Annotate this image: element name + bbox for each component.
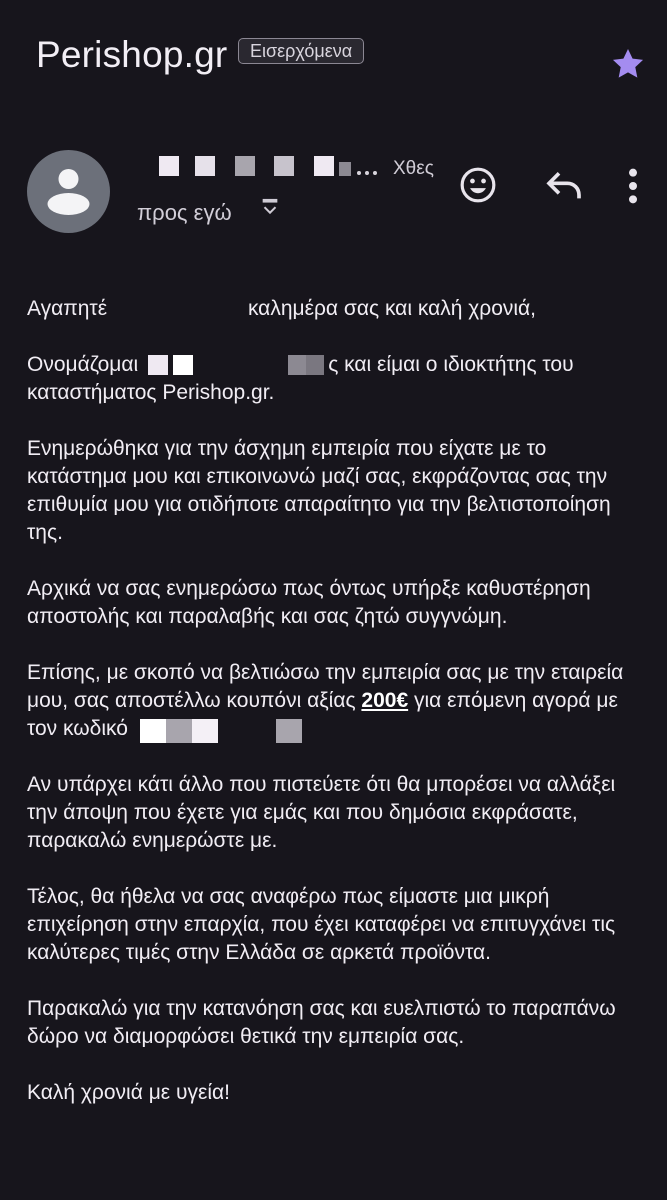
coupon-amount: 200€: [361, 689, 409, 712]
redacted-owner-name: [138, 355, 328, 375]
ellipsis-dot: [365, 171, 369, 175]
chevron-down-icon[interactable]: [259, 198, 281, 220]
reply-icon[interactable]: [544, 168, 584, 202]
sender-row: [27, 150, 647, 240]
redacted-coupon-code: [134, 717, 304, 741]
person-icon: [27, 150, 110, 233]
email-body: [27, 295, 647, 1135]
more-options-icon[interactable]: [625, 166, 641, 206]
ellipsis-dot: [357, 171, 361, 175]
star-icon[interactable]: [609, 45, 647, 83]
intro-start: Ονομάζομαι: [27, 353, 139, 376]
intro-store: καταστήματος Perishop.gr.: [27, 381, 275, 404]
coupon-text-start: Επίσης, με σκοπό να βελτιώσω την εμπειρία σας με την εταιρεία μου, σας αποστέλλω κουπόνι αξίας: [27, 661, 624, 712]
email-subject: Perishop.gr: [36, 34, 228, 75]
coupon-paragraph: [27, 659, 647, 743]
intro-paragraph: [27, 351, 647, 407]
business-paragraph: Τέλος, θα ήθελα να σας αναφέρω πως είμαστε μια μικρή επιχείρηση στην επαρχία, που έχει καταφέρει να επιτυγχάνει τις καλύτερες τιμές στην Ελλάδα σε αρκετά προϊόντα.: [27, 885, 616, 964]
experience-paragraph: Ενημερώθηκα για την άσχημη εμπειρία που είχατε με το κατάστημα μου και επικοινωνώ μαζί σας, εκφράζοντας σας την επιθυμία μου για οτιδήποτε απαραίτητο για την βελτιστοποίηση της.: [27, 437, 611, 544]
redaction-block: [339, 162, 351, 176]
closing-paragraph: Παρακαλώ για την κατανόηση σας και ευελπιστώ το παραπάνω δώρο να διαμορφώσει θετικά την εμπειρία σας.: [27, 997, 616, 1048]
emoji-reaction-icon[interactable]: [459, 166, 497, 204]
avatar[interactable]: [27, 150, 110, 233]
sign-off: Καλή χρονιά με υγεία!: [27, 1081, 230, 1104]
recipient-line[interactable]: προς εγώ: [137, 200, 232, 225]
redaction-block: [314, 156, 334, 176]
redaction-block: [159, 156, 179, 176]
apology-paragraph: Αρχικά να σας ενημερώσω πως όντως υπήρξε καθυστέρηση αποστολής και παραλαβής και σας ζητώ συγγνώμη.: [27, 577, 591, 628]
redacted-name: [107, 299, 242, 319]
ellipsis-dot: [373, 171, 377, 175]
greeting-paragraph: [27, 295, 647, 323]
intro-end: ς και είμαι ο ιδιοκτήτης του: [328, 353, 574, 376]
coupon-text-end: για επόμενη αγορά με τον κωδικό: [27, 689, 618, 740]
subject-row: [36, 28, 647, 88]
sender-name-redacted: [137, 154, 382, 180]
greeting-start: Αγαπητέ: [27, 297, 108, 320]
redaction-block: [235, 156, 255, 176]
feedback-paragraph: Αν υπάρχει κάτι άλλο που πιστεύετε ότι θα μπορέσει να αλλάξει την άποψη που έχετε για εμάς και που δημόσια εκφράσατε, παρακαλώ ενημερώστε με.: [27, 773, 616, 852]
email-date: Χθες: [393, 158, 434, 179]
redaction-block: [274, 156, 294, 176]
redaction-block: [195, 156, 215, 176]
greeting-end: καλημέρα σας και καλή χρονιά,: [247, 297, 537, 320]
inbox-label-chip[interactable]: Εισερχόμενα: [238, 38, 364, 64]
